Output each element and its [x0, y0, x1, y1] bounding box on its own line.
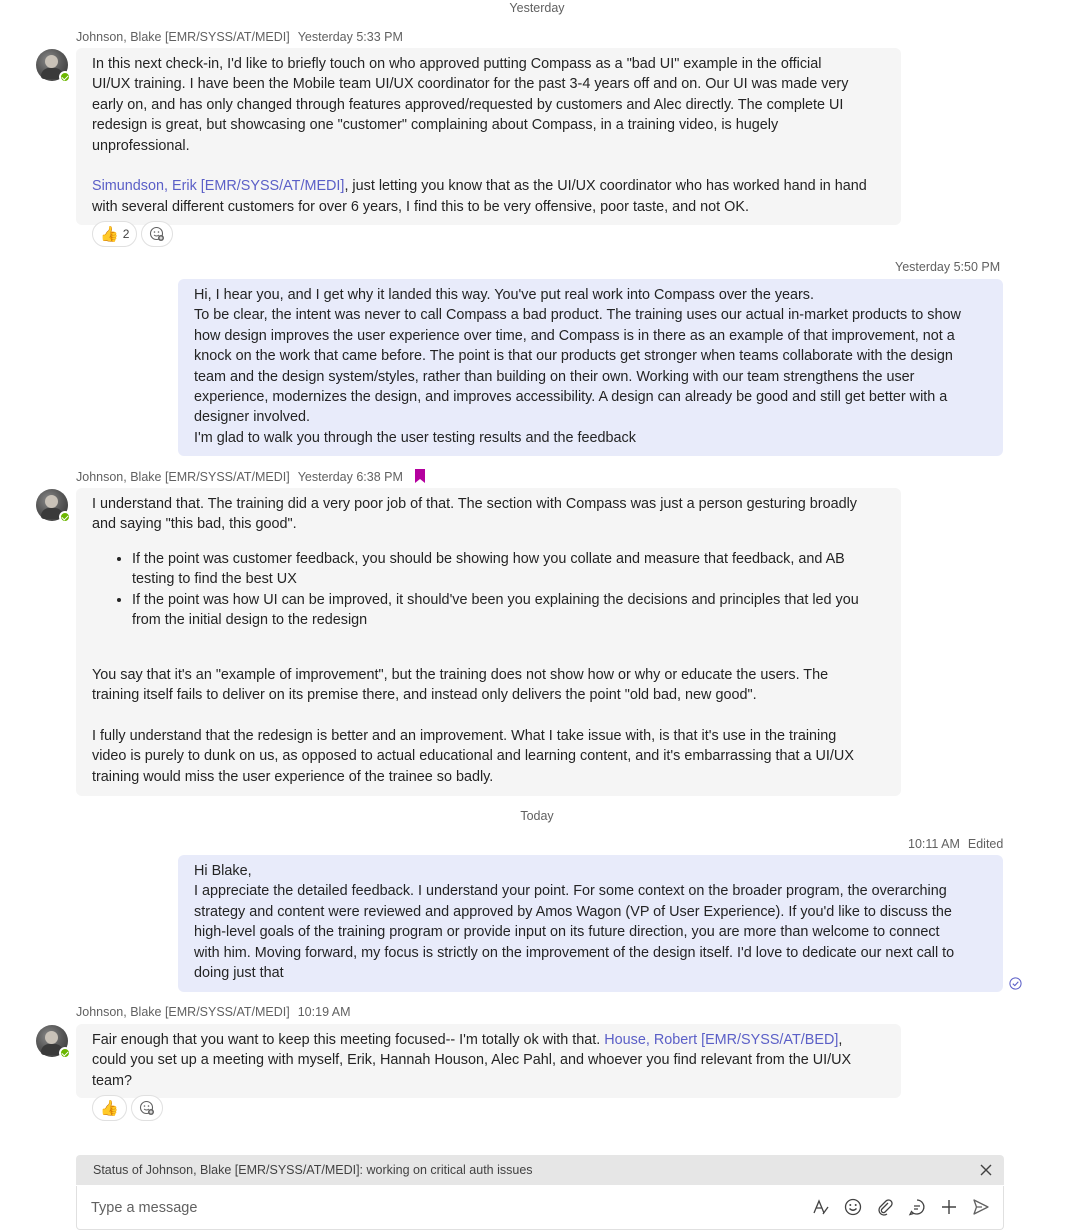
- bullet-list: [132, 549, 885, 631]
- message-header: [76, 30, 403, 44]
- mention-link[interactable]: Simundson, Erik [EMR/SYSS/AT/MEDI]: [92, 178, 345, 195]
- format-icon[interactable]: [811, 1197, 831, 1217]
- send-icon[interactable]: [971, 1197, 991, 1217]
- message-line: training itself fails to deliver on its premise there, and instead only delivers the point "old bad, new good".: [92, 687, 757, 704]
- avatar[interactable]: [36, 489, 68, 521]
- add-reaction-icon: [139, 1100, 155, 1116]
- message-bubble[interactable]: [76, 488, 901, 796]
- emoji-icon[interactable]: [843, 1197, 863, 1217]
- message-line: strategy and content were reviewed and approved by Amos Wagon (VP of User Experience). If you'd like to discuss the: [194, 903, 952, 920]
- message-line: designer involved.: [194, 409, 310, 426]
- thumbs-up-icon: 👍: [100, 1099, 119, 1117]
- sender-name[interactable]: Johnson, Blake [EMR/SYSS/AT/MEDI]: [76, 1005, 290, 1019]
- message-line: doing just that: [194, 965, 284, 982]
- sender-name[interactable]: Johnson, Blake [EMR/SYSS/AT/MEDI]: [76, 470, 290, 484]
- message-timestamp: 10:11 AM: [908, 837, 960, 851]
- message-timestamp: 10:19 AM: [297, 1005, 351, 1019]
- message-bubble[interactable]: [178, 279, 1003, 456]
- presence-available-icon: [59, 71, 71, 83]
- message-line: To be clear, the intent was never to call Compass a bad product. The training uses our actual in-market products to show: [194, 307, 961, 324]
- message-line: could you set up a meeting with myself, Erik, Hannah Houson, Alec Pahl, and whoever you find relevant from the UI/UX: [92, 1052, 852, 1069]
- message-line: In this next check-in, I'd like to briefly touch on who approved putting Compass as a "bad UI" example in the official: [92, 56, 822, 72]
- message-timestamp: Yesterday 5:50 PM: [895, 260, 1001, 274]
- message-header: [908, 837, 1003, 851]
- edited-label: Edited: [967, 837, 1004, 851]
- sender-name[interactable]: Johnson, Blake [EMR/SYSS/AT/MEDI]: [76, 30, 290, 44]
- reactions-bar: [92, 1095, 163, 1121]
- message-line: video is purely to dunk on us, as opposed to actual educational and learning content, and it's embarrassing that a UI/UX: [92, 748, 854, 765]
- message-bubble[interactable]: [76, 48, 901, 225]
- seen-check-icon: [1009, 977, 1022, 990]
- message-line: I fully understand that the redesign is better and an improvement. What I take issue with, is that it's use in the training: [92, 728, 837, 745]
- message-timestamp: Yesterday 6:38 PM: [297, 470, 403, 484]
- day-separator-today: Today: [520, 809, 554, 823]
- message-line: team?: [92, 1072, 132, 1089]
- message-line: how design improves the user experience over time, and Compass is in there as an example of that improvement, not a: [194, 327, 955, 344]
- mention-link[interactable]: House, Robert [EMR/SYSS/AT/BED]: [604, 1032, 839, 1048]
- reaction-thumbs-up[interactable]: [92, 221, 137, 247]
- reaction-count: 2: [122, 227, 130, 241]
- message-line: I understand that. The training did a very poor job of that. The section with Compass was just a person gesturing broadly: [92, 496, 858, 512]
- paperclip-icon[interactable]: [875, 1197, 895, 1217]
- day-separator-yesterday: Yesterday: [509, 1, 565, 15]
- message-line: UI/UX training. I have been the Mobile team UI/UX coordinator for the past 3-4 years off and on. Our UI was made very: [92, 76, 849, 93]
- message-line: You say that it's an "example of improvement", but the training does not show how or why or educate the users. The: [92, 666, 829, 683]
- message-line: training would miss the user experience of the trainee so badly.: [92, 768, 494, 785]
- message-line: Hi, I hear you, and I get why it landed this way. You've put real work into Compass over the years.: [194, 287, 815, 303]
- message-line: knock on the work that came before. The point is that our products get stronger when teams collaborate with the design: [194, 348, 953, 365]
- add-reaction-button[interactable]: [131, 1095, 163, 1121]
- message-line: team and the design system/styles, rather than building on their own. Working with our team strengthens the user: [194, 368, 915, 385]
- presence-available-icon: [59, 1047, 71, 1059]
- reactions-bar: [92, 221, 173, 247]
- message-line: unprofessional.: [92, 137, 190, 154]
- message-timestamp: Yesterday 5:33 PM: [297, 30, 403, 44]
- message-bubble[interactable]: [178, 855, 1003, 992]
- message-line: early on, and has only changed through features approved/requested by customers and Alec directly. The complete UI: [92, 96, 844, 113]
- list-item: • If the point was how UI can be improved, it should've been you explaining the decisions and principles that led you from the initial design to the redesign: [132, 590, 885, 631]
- reaction-thumbs-up[interactable]: [92, 1095, 127, 1121]
- compose-toolbar: [811, 1197, 991, 1217]
- avatar[interactable]: [36, 1025, 68, 1057]
- message-line: redesign is great, but showcasing one "customer" complaining about Compass, in a training video, is hugely: [92, 117, 779, 134]
- message-line: with several different customers for over 6 years, I find this to be very offensive, poor taste, and not OK.: [92, 198, 749, 215]
- message-header: [76, 469, 426, 484]
- message-line: with him. Moving forward, my focus is strictly on the improvement of the design itself. I'd love to dedicate our next call to: [194, 944, 955, 961]
- message-line: Fair enough that you want to keep this meeting focused-- I'm totally ok with that. House, Robert [EMR/SYSS/AT/BED],: [92, 1032, 843, 1048]
- list-item: • If the point was customer feedback, you should be showing how you collate and measure that feedback, and AB testing to find the best UX: [132, 549, 885, 590]
- loop-icon[interactable]: [907, 1197, 927, 1217]
- status-banner: [76, 1155, 1004, 1185]
- message-line: high-level goals of the training program or provide input on its future direction, you are more than welcome to connect: [194, 924, 940, 941]
- add-reaction-button[interactable]: [141, 221, 173, 247]
- message-line: and saying "this bad, this good".: [92, 516, 297, 533]
- plus-icon[interactable]: [939, 1197, 959, 1217]
- message-bubble[interactable]: [76, 1024, 901, 1098]
- message-input[interactable]: Type a message: [91, 1200, 198, 1216]
- message-line: experience, modernizes the design, and improves accessibility. A design can already be good and still get better with a: [194, 389, 948, 406]
- bookmark-icon[interactable]: [414, 469, 426, 483]
- message-line: Hi Blake,: [194, 863, 252, 879]
- message-line: I'm glad to walk you through the user testing results and the feedback: [194, 429, 636, 446]
- add-reaction-icon: [149, 226, 165, 242]
- message-line: I appreciate the detailed feedback. I understand your point. For some context on the broader program, the overarching: [194, 883, 947, 900]
- message-header: [76, 1005, 351, 1019]
- close-icon[interactable]: [978, 1162, 994, 1178]
- compose-box[interactable]: [76, 1186, 1004, 1230]
- presence-available-icon: [59, 511, 71, 523]
- thumbs-up-icon: 👍: [100, 225, 119, 243]
- status-text: Status of Johnson, Blake [EMR/SYSS/AT/MEDI]: working on critical auth issues: [93, 1163, 533, 1177]
- avatar[interactable]: [36, 49, 68, 81]
- message-line: Simundson, Erik [EMR/SYSS/AT/MEDI], just letting you know that as the UI/UX coordinator who has worked hand in hand: [92, 178, 867, 195]
